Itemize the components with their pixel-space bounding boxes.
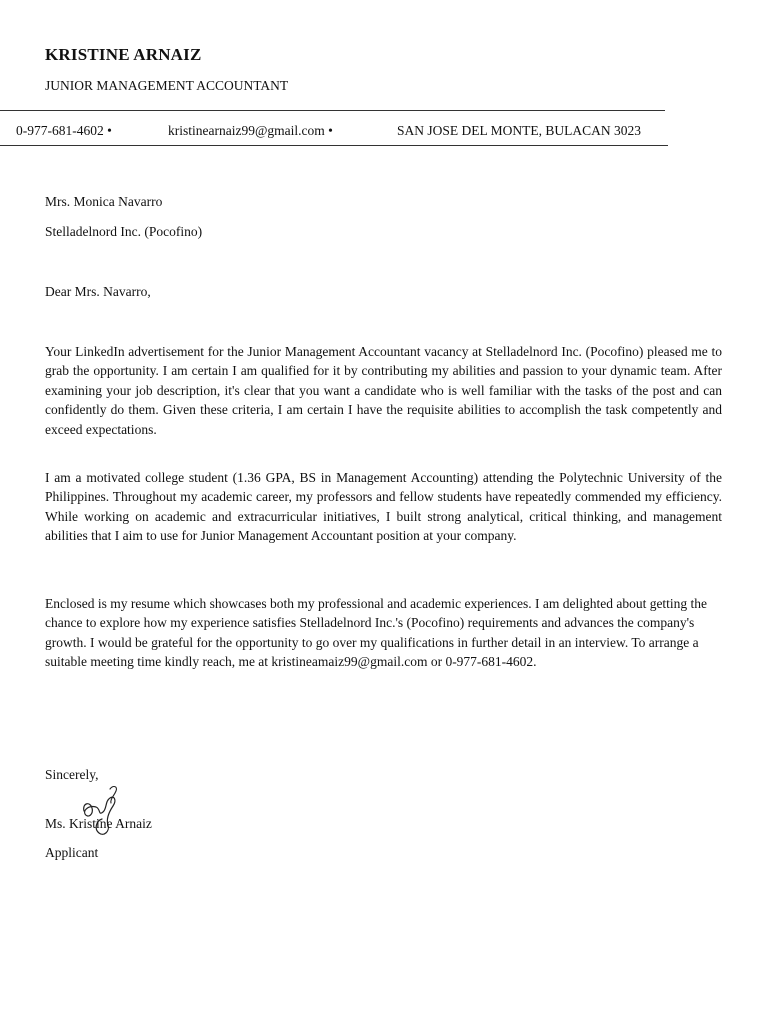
contact-address: SAN JOSE DEL MONTE, BULACAN 3023 (397, 123, 642, 138)
salutation: Dear Mrs. Navarro, (45, 284, 151, 299)
body-paragraph-2: I am a motivated college student (1.36 GPA, BS in Management Accounting) attending the Polytechnic University of the Philippines. Throughout my academic career, my professors and fellow students have repeatedly commended my efficiency. While working on academic and extracurricular initiatives, I built strong analytical, critical thinking, and management abilities that I aim to use for Junior Management Accountant position at your company. (45, 470, 722, 544)
signer-name: Ms. Kristine Arnaiz (45, 816, 152, 831)
valediction: Sincerely, (45, 767, 99, 782)
recipient-name: Mrs. Monica Navarro (45, 194, 163, 209)
body-paragraph-3: Enclosed is my resume which showcases both my professional and academic experiences. I am delighted about getting the chance to explore how my experience satisfies Stelladelnord Inc.'s (Pocofino) requirements and advances the company's growth. I would be grateful for the opportunity to go over my qualifications in further detail in an interview. To arrange a suitable meeting time kindly reach, me at kristineamaiz99@gmail.com or 0-977-681-4602. (45, 596, 708, 670)
signer-role: Applicant (45, 845, 99, 860)
contact-phone: 0-977-681-4602 • (16, 123, 112, 138)
contact-email: kristinearnaiz99@gmail.com • (168, 123, 333, 138)
body-paragraph-1: Your LinkedIn advertisement for the Junior Management Accountant vacancy at Stelladelnord Inc. (Pocofino) pleased me to grab the opportunity. I am certain I am qualified for it by contributing my abilities and passion to your dynamic team. After examining your job description, it's clear that you want a candidate who is well familiar with the tasks of the post and can confidently do them. Given these criteria, I am certain I have the requisite abilities to accomplish the task competently and exceed expectations. (45, 344, 722, 437)
letterhead-name: KRISTINE ARNAIZ (45, 45, 202, 64)
letterhead-title: JUNIOR MANAGEMENT ACCOUNTANT (45, 78, 289, 93)
recipient-company: Stelladelnord Inc. (Pocofino) (45, 224, 203, 239)
header-bottom-rule (0, 145, 668, 146)
header-top-rule (0, 110, 665, 111)
